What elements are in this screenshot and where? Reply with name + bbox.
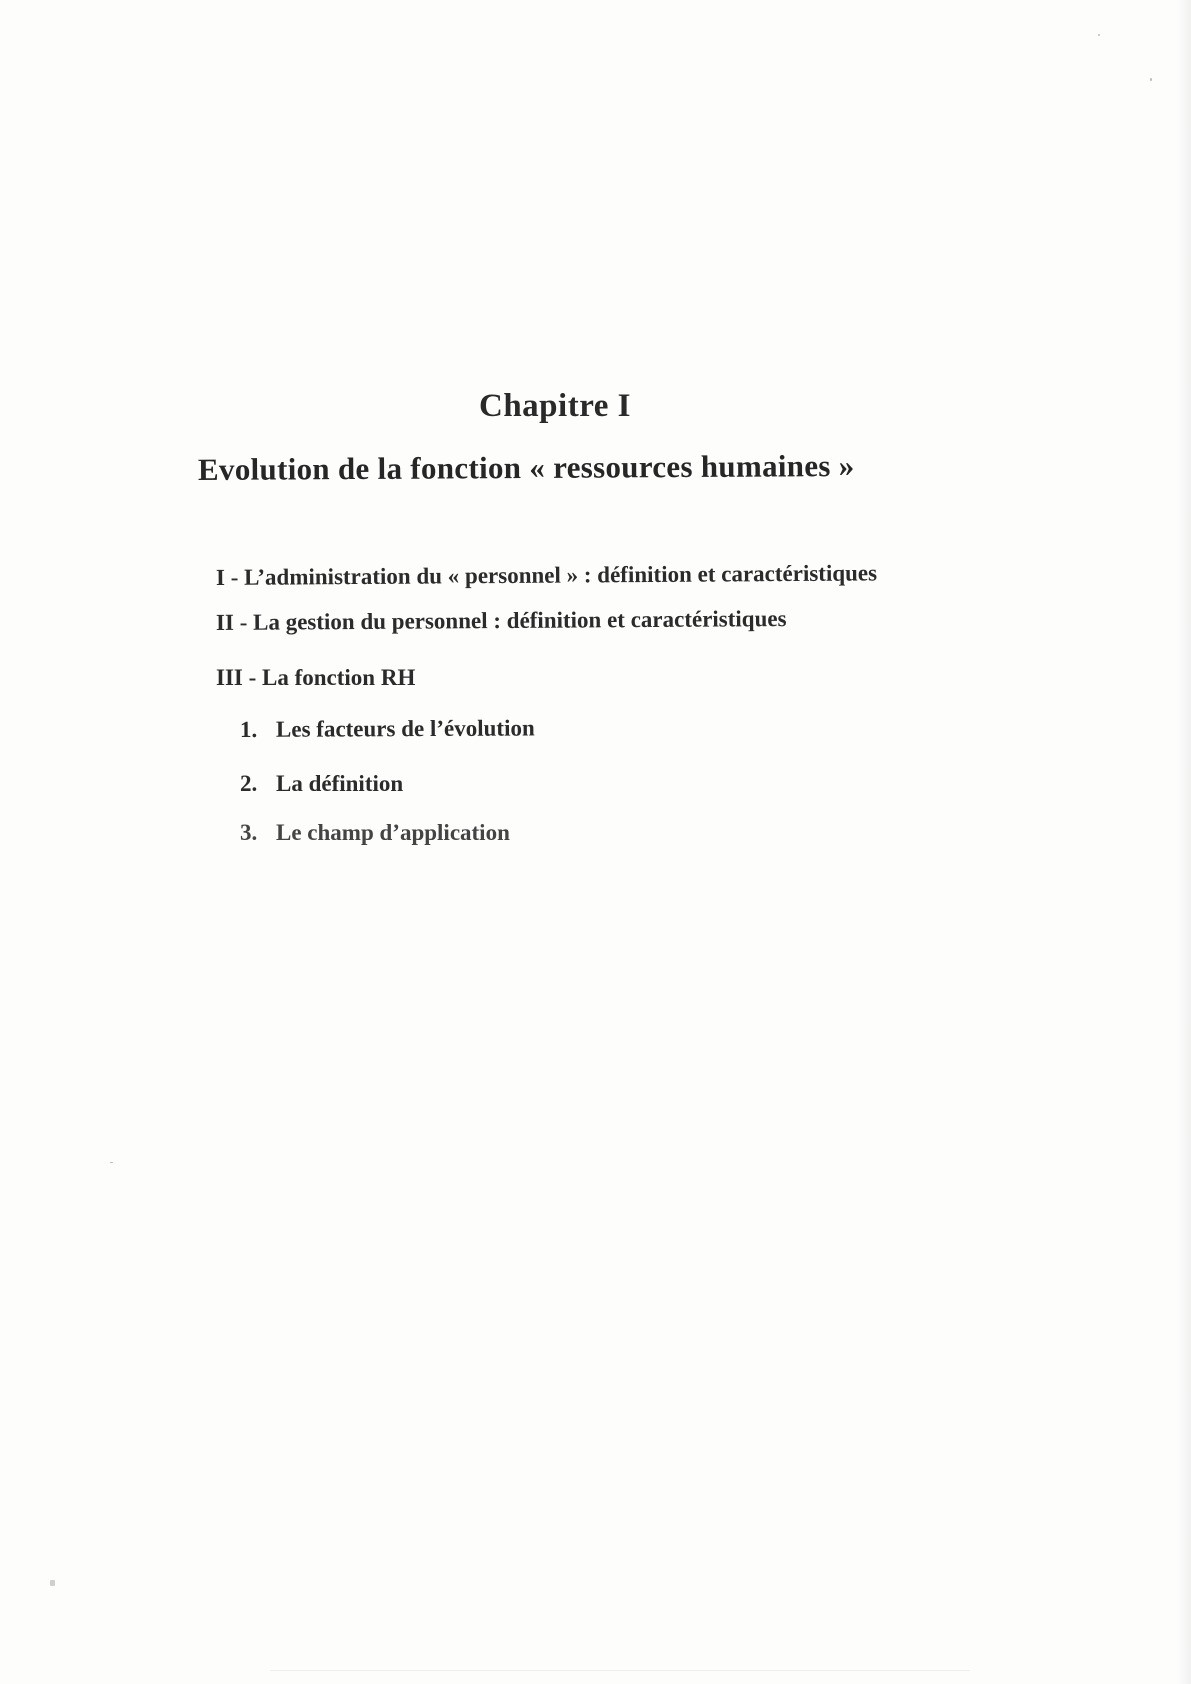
subsection-number: 3. [240,820,258,845]
scan-speck [1150,78,1152,81]
subsection-number: 1. [239,716,258,742]
outline-section-1: I - L’administration du « personnel » : définition et caractéristiques [215,560,878,590]
subsection-label: Les facteurs de l’évolution [275,715,535,742]
outline-subsection-2 [240,771,403,797]
scan-speck [50,1580,55,1586]
outline-section-2: II - La gestion du personnel : définition et caractéristiques [215,606,787,635]
scan-speck [110,1162,113,1163]
outline-section-3: III - La fonction RH [216,665,416,690]
scan-speck [1098,34,1100,36]
outline-subsection-1 [240,715,535,743]
chapter-number: Chapitre I [479,388,631,424]
subsection-label: La définition [276,771,404,796]
scan-edge-line [270,1670,970,1671]
subsection-label: Le champ d’application [276,820,510,845]
subsection-number: 2. [240,771,258,796]
chapter-title: Evolution de la fonction « ressources humaines » [197,447,855,487]
outline-subsection-3 [240,820,510,846]
